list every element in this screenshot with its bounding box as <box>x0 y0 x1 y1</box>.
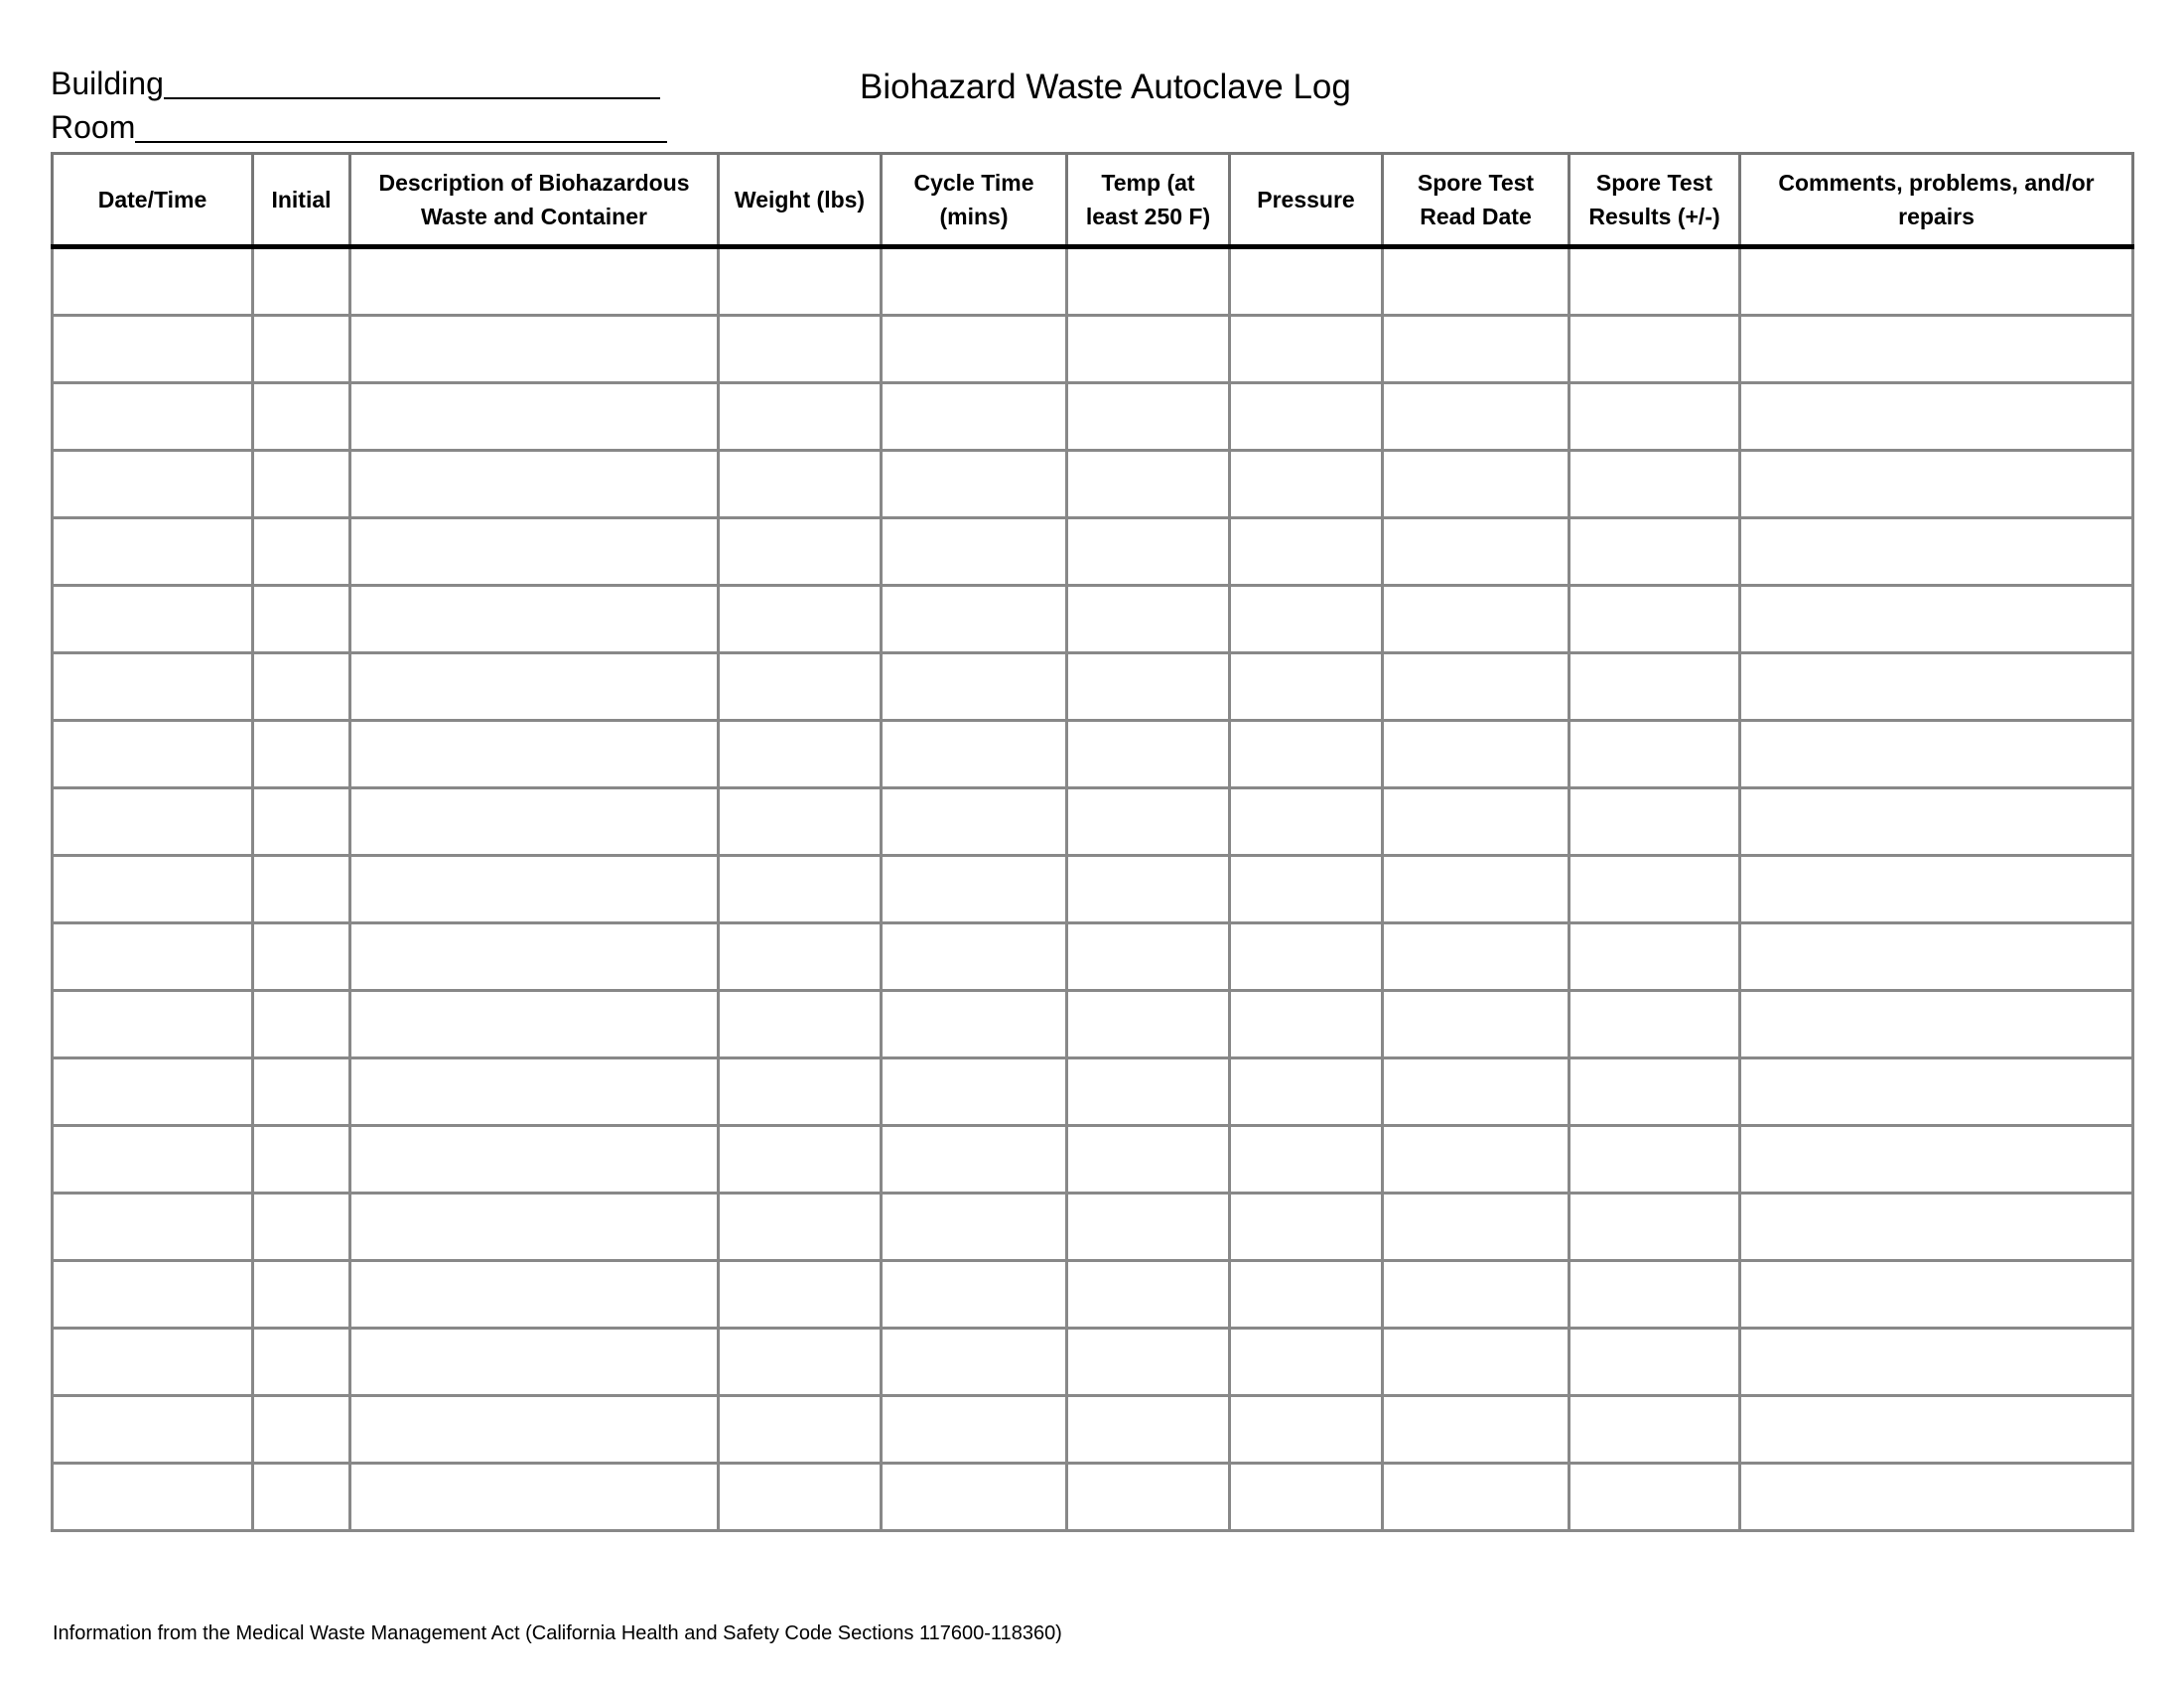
table-cell[interactable] <box>882 1261 1067 1329</box>
table-cell[interactable] <box>1740 991 2133 1058</box>
table-cell[interactable] <box>1383 518 1570 586</box>
table-cell[interactable] <box>1570 923 1740 991</box>
table-cell[interactable] <box>719 316 882 383</box>
table-cell[interactable] <box>253 788 350 856</box>
table-cell[interactable] <box>1230 1126 1383 1194</box>
table-cell[interactable] <box>1570 1464 1740 1531</box>
table-cell[interactable] <box>253 383 350 451</box>
table-cell[interactable] <box>1570 316 1740 383</box>
table-cell[interactable] <box>253 1329 350 1396</box>
table-cell[interactable] <box>1230 1464 1383 1531</box>
table-cell[interactable] <box>1230 383 1383 451</box>
table-cell[interactable] <box>1383 316 1570 383</box>
table-cell[interactable] <box>253 586 350 653</box>
column-header-cycle-time: Cycle Time (mins) <box>882 154 1067 247</box>
table-cell[interactable] <box>253 1194 350 1261</box>
table-cell[interactable] <box>53 383 253 451</box>
table-cell[interactable] <box>350 653 719 721</box>
table-cell[interactable] <box>350 1329 719 1396</box>
table-cell[interactable] <box>1740 1464 2133 1531</box>
table-cell[interactable] <box>1570 991 1740 1058</box>
table-cell[interactable] <box>53 1329 253 1396</box>
table-cell[interactable] <box>1383 1329 1570 1396</box>
table-cell[interactable] <box>1383 451 1570 518</box>
table-cell[interactable] <box>1067 653 1230 721</box>
table-cell[interactable] <box>1383 1396 1570 1464</box>
table-cell[interactable] <box>1570 247 1740 316</box>
table-cell[interactable] <box>1067 451 1230 518</box>
table-cell[interactable] <box>1740 1261 2133 1329</box>
table-cell[interactable] <box>53 856 253 923</box>
table-cell[interactable] <box>1570 1396 1740 1464</box>
table-row <box>53 1396 2133 1464</box>
table-cell[interactable] <box>53 653 253 721</box>
table-cell[interactable] <box>1570 1058 1740 1126</box>
column-header-comments: Comments, problems, and/or repairs <box>1740 154 2133 247</box>
table-cell[interactable] <box>253 1261 350 1329</box>
table-cell[interactable] <box>882 788 1067 856</box>
table-cell[interactable] <box>1383 1194 1570 1261</box>
table-cell[interactable] <box>1230 586 1383 653</box>
table-cell[interactable] <box>253 1058 350 1126</box>
column-header-initial: Initial <box>253 154 350 247</box>
table-cell[interactable] <box>253 451 350 518</box>
table-cell[interactable] <box>1740 856 2133 923</box>
table-cell[interactable] <box>1740 653 2133 721</box>
table-row <box>53 788 2133 856</box>
table-cell[interactable] <box>1570 383 1740 451</box>
table-cell[interactable] <box>719 1464 882 1531</box>
table-cell[interactable] <box>882 1058 1067 1126</box>
table-cell[interactable] <box>1230 1058 1383 1126</box>
table-cell[interactable] <box>53 451 253 518</box>
table-cell[interactable] <box>1740 721 2133 788</box>
table-cell[interactable] <box>882 586 1067 653</box>
table-cell[interactable] <box>350 1261 719 1329</box>
table-cell[interactable] <box>1067 1464 1230 1531</box>
table-cell[interactable] <box>1067 991 1230 1058</box>
table-cell[interactable] <box>1740 923 2133 991</box>
table-cell[interactable] <box>1383 1126 1570 1194</box>
table-cell[interactable] <box>1570 721 1740 788</box>
column-header-pressure: Pressure <box>1230 154 1383 247</box>
table-cell[interactable] <box>719 856 882 923</box>
table-cell[interactable] <box>1383 383 1570 451</box>
table-cell[interactable] <box>719 1194 882 1261</box>
table-row <box>53 1261 2133 1329</box>
column-header-date-time: Date/Time <box>53 154 253 247</box>
table-cell[interactable] <box>1740 1396 2133 1464</box>
table-cell[interactable] <box>882 991 1067 1058</box>
table-row <box>53 653 2133 721</box>
table-row <box>53 721 2133 788</box>
table-cell[interactable] <box>882 923 1067 991</box>
table-cell[interactable] <box>1230 991 1383 1058</box>
table-cell[interactable] <box>1740 247 2133 316</box>
table-cell[interactable] <box>882 383 1067 451</box>
table-cell[interactable] <box>719 518 882 586</box>
table-cell[interactable] <box>1570 788 1740 856</box>
table-cell[interactable] <box>1067 383 1230 451</box>
table-cell[interactable] <box>253 247 350 316</box>
table-cell[interactable] <box>1067 856 1230 923</box>
table-cell[interactable] <box>253 316 350 383</box>
table-cell[interactable] <box>1740 316 2133 383</box>
table-cell[interactable] <box>53 1464 253 1531</box>
table-cell[interactable] <box>53 1058 253 1126</box>
table-cell[interactable] <box>1067 1058 1230 1126</box>
table-cell[interactable] <box>350 1058 719 1126</box>
table-cell[interactable] <box>1067 721 1230 788</box>
table-cell[interactable] <box>350 316 719 383</box>
table-row <box>53 1464 2133 1531</box>
table-cell[interactable] <box>1067 518 1230 586</box>
table-cell[interactable] <box>1383 247 1570 316</box>
room-label: Room <box>51 109 136 145</box>
table-cell[interactable] <box>53 1194 253 1261</box>
table-cell[interactable] <box>53 518 253 586</box>
table-cell[interactable] <box>882 518 1067 586</box>
table-cell[interactable] <box>350 586 719 653</box>
table-row <box>53 856 2133 923</box>
table-row <box>53 1126 2133 1194</box>
table-cell[interactable] <box>1740 1126 2133 1194</box>
table-cell[interactable] <box>1230 653 1383 721</box>
table-cell[interactable] <box>350 721 719 788</box>
table-cell[interactable] <box>1570 451 1740 518</box>
table-cell[interactable] <box>53 1261 253 1329</box>
table-cell[interactable] <box>1383 653 1570 721</box>
table-cell[interactable] <box>719 1126 882 1194</box>
table-cell[interactable] <box>1230 316 1383 383</box>
footer-note: Information from the Medical Waste Management Act (California Health and Safety Code Sections 117600-118360) <box>53 1622 1062 1644</box>
table-cell[interactable] <box>882 1126 1067 1194</box>
table-cell[interactable] <box>253 653 350 721</box>
table-cell[interactable] <box>1383 1261 1570 1329</box>
table-cell[interactable] <box>1570 856 1740 923</box>
table-cell[interactable] <box>253 1396 350 1464</box>
table-cell[interactable] <box>719 451 882 518</box>
table-cell[interactable] <box>882 451 1067 518</box>
table-cell[interactable] <box>719 788 882 856</box>
table-cell[interactable] <box>53 316 253 383</box>
table-cell[interactable] <box>1570 518 1740 586</box>
table-cell[interactable] <box>1067 923 1230 991</box>
table-cell[interactable] <box>882 1464 1067 1531</box>
table-cell[interactable] <box>1383 856 1570 923</box>
table-cell[interactable] <box>1740 586 2133 653</box>
table-row <box>53 923 2133 991</box>
table-cell[interactable] <box>350 247 719 316</box>
table-cell[interactable] <box>1067 1329 1230 1396</box>
table-cell[interactable] <box>719 923 882 991</box>
table-cell[interactable] <box>719 991 882 1058</box>
table-cell[interactable] <box>1383 721 1570 788</box>
table-cell[interactable] <box>882 247 1067 316</box>
table-cell[interactable] <box>1740 1058 2133 1126</box>
table-cell[interactable] <box>1230 856 1383 923</box>
table-cell[interactable] <box>253 721 350 788</box>
table-cell[interactable] <box>253 518 350 586</box>
column-header-description: Description of Biohazardous Waste and Container <box>350 154 719 247</box>
table-cell[interactable] <box>719 586 882 653</box>
table-cell[interactable] <box>719 1396 882 1464</box>
autoclave-log-table <box>51 152 2134 1532</box>
table-cell[interactable] <box>882 1194 1067 1261</box>
building-input-line[interactable] <box>164 66 660 99</box>
table-cell[interactable] <box>882 721 1067 788</box>
table-cell[interactable] <box>1570 1329 1740 1396</box>
table-cell[interactable] <box>719 1329 882 1396</box>
column-header-weight: Weight (lbs) <box>719 154 882 247</box>
table-cell[interactable] <box>1067 1396 1230 1464</box>
room-input-line[interactable] <box>135 109 667 143</box>
table-cell[interactable] <box>350 1126 719 1194</box>
table-cell[interactable] <box>719 247 882 316</box>
table-cell[interactable] <box>1230 1194 1383 1261</box>
table-row <box>53 518 2133 586</box>
table-cell[interactable] <box>1067 316 1230 383</box>
table-cell[interactable] <box>253 923 350 991</box>
table-cell[interactable] <box>350 1396 719 1464</box>
table-cell[interactable] <box>1383 1058 1570 1126</box>
table-cell[interactable] <box>1570 1194 1740 1261</box>
table-cell[interactable] <box>253 1126 350 1194</box>
table-cell[interactable] <box>1740 1194 2133 1261</box>
table-cell[interactable] <box>1067 586 1230 653</box>
table-cell[interactable] <box>53 247 253 316</box>
table-cell[interactable] <box>53 586 253 653</box>
table-row <box>53 383 2133 451</box>
table-cell[interactable] <box>1383 923 1570 991</box>
table-cell[interactable] <box>719 1058 882 1126</box>
table-cell[interactable] <box>53 991 253 1058</box>
table-cell[interactable] <box>350 1194 719 1261</box>
table-cell[interactable] <box>1570 1261 1740 1329</box>
table-row <box>53 586 2133 653</box>
table-cell[interactable] <box>53 1396 253 1464</box>
building-label: Building <box>51 66 164 101</box>
table-cell[interactable] <box>1740 1329 2133 1396</box>
table-cell[interactable] <box>1230 1396 1383 1464</box>
table-cell[interactable] <box>350 856 719 923</box>
table-cell[interactable] <box>1067 1261 1230 1329</box>
table-cell[interactable] <box>882 1329 1067 1396</box>
table-cell[interactable] <box>719 1261 882 1329</box>
table-cell[interactable] <box>1740 451 2133 518</box>
table-cell[interactable] <box>350 923 719 991</box>
table-cell[interactable] <box>1383 788 1570 856</box>
table-cell[interactable] <box>350 451 719 518</box>
table-cell[interactable] <box>1230 788 1383 856</box>
table-cell[interactable] <box>350 1464 719 1531</box>
column-header-temp: Temp (at least 250 F) <box>1067 154 1230 247</box>
table-cell[interactable] <box>1230 451 1383 518</box>
table-row <box>53 991 2133 1058</box>
column-header-spore-test-results: Spore Test Results (+/-) <box>1570 154 1740 247</box>
table-cell[interactable] <box>882 316 1067 383</box>
table-cell[interactable] <box>1383 1464 1570 1531</box>
table-row <box>53 316 2133 383</box>
table-row <box>53 451 2133 518</box>
table-cell[interactable] <box>1570 586 1740 653</box>
table-cell[interactable] <box>53 1126 253 1194</box>
table-cell[interactable] <box>719 721 882 788</box>
table-cell[interactable] <box>1230 923 1383 991</box>
table-cell[interactable] <box>350 788 719 856</box>
building-field[interactable] <box>51 64 660 103</box>
table-cell[interactable] <box>1230 247 1383 316</box>
table-cell[interactable] <box>1740 518 2133 586</box>
table-cell[interactable] <box>253 991 350 1058</box>
table-cell[interactable] <box>253 856 350 923</box>
table-cell[interactable] <box>1740 788 2133 856</box>
table-row <box>53 1058 2133 1126</box>
table-cell[interactable] <box>1067 1194 1230 1261</box>
table-cell[interactable] <box>53 788 253 856</box>
column-header-spore-test-read-date: Spore Test Read Date <box>1383 154 1570 247</box>
table-cell[interactable] <box>350 518 719 586</box>
table-cell[interactable] <box>719 383 882 451</box>
table-row <box>53 1194 2133 1261</box>
table-header-row <box>53 154 2133 247</box>
table-cell[interactable] <box>1230 721 1383 788</box>
table-cell[interactable] <box>53 721 253 788</box>
table-cell[interactable] <box>719 653 882 721</box>
table-cell[interactable] <box>253 1464 350 1531</box>
table-row <box>53 1329 2133 1396</box>
table-cell[interactable] <box>1570 1126 1740 1194</box>
table-cell[interactable] <box>882 856 1067 923</box>
table-cell[interactable] <box>1383 991 1570 1058</box>
table-cell[interactable] <box>1067 1126 1230 1194</box>
table-cell[interactable] <box>1383 586 1570 653</box>
room-field[interactable] <box>51 107 667 147</box>
table-cell[interactable] <box>1230 1261 1383 1329</box>
table-cell[interactable] <box>1067 247 1230 316</box>
table-cell[interactable] <box>1067 788 1230 856</box>
table-row <box>53 247 2133 316</box>
table-cell[interactable] <box>350 383 719 451</box>
table-cell[interactable] <box>882 653 1067 721</box>
table-cell[interactable] <box>350 991 719 1058</box>
table-cell[interactable] <box>1230 518 1383 586</box>
table-cell[interactable] <box>1230 1329 1383 1396</box>
table-cell[interactable] <box>882 1396 1067 1464</box>
table-cell[interactable] <box>1570 653 1740 721</box>
table-body <box>53 247 2133 1531</box>
table-cell[interactable] <box>53 923 253 991</box>
page-title: Biohazard Waste Autoclave Log <box>860 68 1351 106</box>
table-cell[interactable] <box>1740 383 2133 451</box>
